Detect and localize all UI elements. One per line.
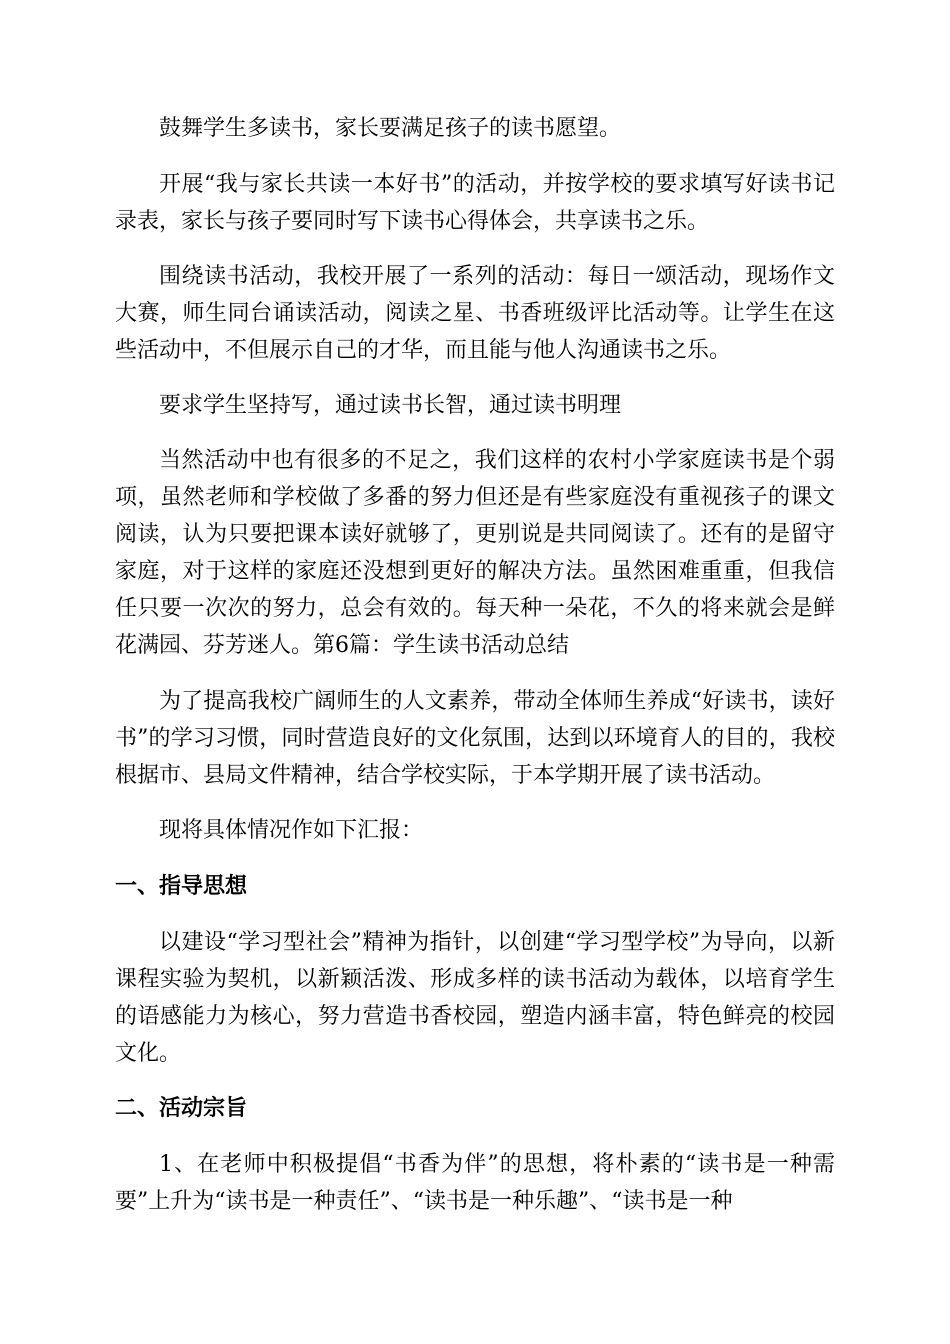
paragraph-persist-writing: 要求学生坚持写，通过读书长智，通过读书明理 (159, 393, 622, 418)
paragraph-guiding-ideology: 以建设“学习型社会”精神为指针，以创建“学习型学校”为导向，以新课程实验为契机，以新颖活泼、形成多样的读书活动为载体，以培育学生的语感能力为核心，努力营造书香校园，塑造内涵丰富，特色鲜亮的校园文化。 (115, 930, 835, 1066)
paragraph-parent-child-reading: 开展“我与家长共读一本好书”的活动，并按学校的要求填写好读书记录表，家长与孩子要同时写下读书心得体会，共享读书之乐。 (115, 172, 835, 234)
section-heading-guiding-ideology: 一、指导思想 (115, 874, 248, 899)
paragraph-report-intro: 现将具体情况作如下汇报： (159, 818, 424, 843)
paragraph-shortcomings: 当然活动中也有很多的不足之，我们这样的农村小学家庭读书是个弱项，虽然老师和学校做了多番的努力但还是有些家庭没有重视孩子的课文阅读，认为只要把课本读好就够了，更别说是共同阅读了。还有的是留守家庭，对于这样的家庭还没想到更好的解决方法。虽然困难重重，但我信任只要一次次的努力，总会有效的。每天种一朵花，不久的将来就会是鲜花满园、芬芳迷人。第6篇：学生读书活动总结 (115, 448, 835, 658)
paragraph-activity-series: 围绕读书活动，我校开展了一系列的活动：每日一颂活动，现场作文大赛，师生同台诵读活动，阅读之星、书香班级评比活动等。让学生在这些活动中，不但展示自己的才华，而且能与他人沟通读书之乐。 (115, 264, 835, 363)
paragraph-encourage-reading: 鼓舞学生多读书，家长要满足孩子的读书愿望。 (159, 116, 622, 141)
section-heading-activity-purpose: 二、活动宗旨 (115, 1096, 248, 1121)
paragraph-improve-literacy: 为了提高我校广阔师生的人文素养，带动全体师生养成“好读书，读好书”的学习习惯，同时营造良好的文化氛围，达到以环境育人的目的，我校根据市、县局文件精神，结合学校实际，于本学期开展了读书活动。 (115, 689, 835, 788)
paragraph-purpose-item-1: 1、在老师中积极提倡“书香为伴”的思想，将朴素的“读书是一种需要”上升为“读书是一种责任”、“读书是一种乐趣”、“读书是一种 (115, 1152, 835, 1214)
